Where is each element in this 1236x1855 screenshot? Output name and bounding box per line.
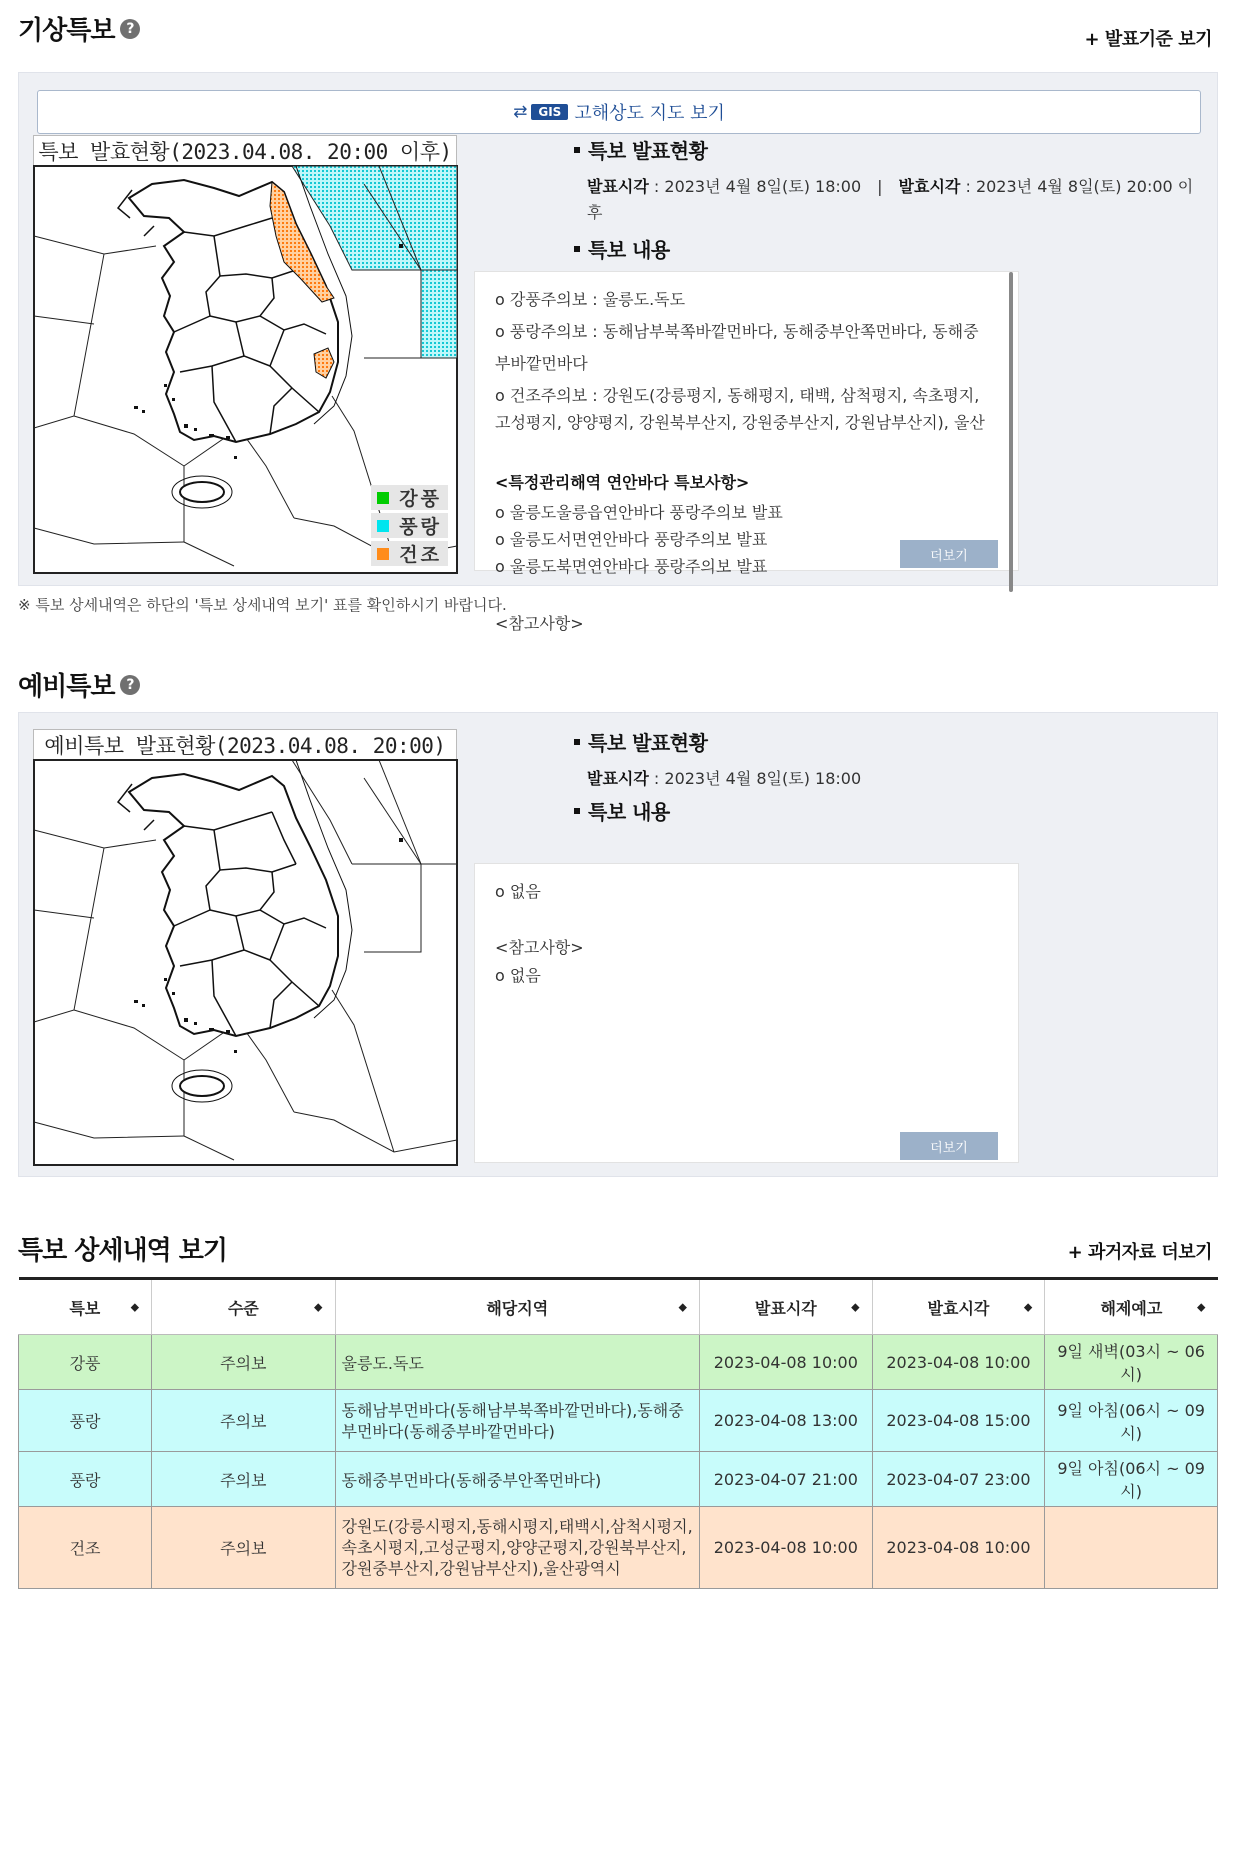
sort-icon[interactable]: ◆: [314, 1300, 323, 1314]
warning-section-title: [18, 10, 140, 47]
preliminary-map-graphic: [34, 760, 458, 1166]
content-line: o 풍랑주의보 : 동해남부북쪽바깥먼바다, 동해중부안쪽먼바다, 동해중부바깥먼바다: [495, 322, 979, 373]
warning-info: [574, 135, 1199, 263]
cell-area: 동해중부먼바다(동해중부안쪽먼바다): [335, 1452, 699, 1507]
content-heading: 특보 내용: [574, 796, 1199, 825]
col-header-release[interactable]: [1045, 1279, 1218, 1335]
col-header-area[interactable]: [335, 1279, 699, 1335]
sort-icon[interactable]: ◆: [1197, 1300, 1206, 1314]
sea-zone-east-mid: [421, 270, 457, 358]
issue-value: : 2023년 4월 8일(토) 18:00: [648, 769, 862, 788]
more-button[interactable]: 더보기: [900, 1132, 998, 1160]
content-line: o 울릉도울릉읍연안바다 풍랑주의보 발표: [495, 503, 783, 522]
preliminary-content-box[interactable]: [474, 863, 1019, 1163]
legend-swatch-waves: [377, 520, 389, 532]
issue-label: 발표시각: [587, 177, 649, 196]
cell-area: 동해남부먼바다(동해남부북쪽바깥먼바다),동해중부먼바다(동해중부바깥먼바다): [335, 1390, 699, 1452]
content-line: o 없음: [495, 966, 541, 985]
content-line: o 강풍주의보 : 울릉도.독도: [495, 290, 686, 309]
col-header-issued[interactable]: [700, 1279, 873, 1335]
cell-level: 주의보: [152, 1335, 335, 1390]
content-line: o 울릉도북면연안바다 풍랑주의보 발표: [495, 557, 768, 576]
col-header-label: 해제예고: [1100, 1298, 1163, 1318]
content-scrollbar[interactable]: [1009, 272, 1013, 592]
cell-release: 9일 아침(06시 ~ 09시): [1045, 1390, 1218, 1452]
preliminary-info: [574, 727, 1199, 825]
detail-table: [18, 1277, 1218, 1589]
col-header-label: 수준: [227, 1298, 259, 1318]
content-blank: [495, 908, 992, 936]
content-heading: 특보 내용: [574, 234, 1199, 263]
criteria-link[interactable]: + 발표기준 보기: [1084, 29, 1212, 50]
jeju-island: [180, 1076, 224, 1096]
cell-release: 9일 새벽(03시 ~ 06시): [1045, 1335, 1218, 1390]
cell-level: 주의보: [152, 1390, 335, 1452]
past-data-link[interactable]: + 과거자료 더보기: [1067, 1242, 1212, 1263]
issue-label: 발표시각: [587, 769, 649, 788]
legend-swatch-gale: [377, 492, 389, 504]
cell-issued: 2023-04-08 13:00: [700, 1390, 873, 1452]
preliminary-map[interactable]: [33, 729, 457, 1165]
help-icon[interactable]: ?: [120, 19, 140, 39]
table-header-row: [19, 1279, 1218, 1335]
table-row: [19, 1452, 1218, 1507]
swap-icon: ⇄: [513, 102, 528, 122]
status-heading: 특보 발표현황: [574, 727, 1199, 756]
cell-type: 강풍: [19, 1335, 152, 1390]
warning-content-box[interactable]: [474, 271, 1019, 633]
table-row: [19, 1335, 1218, 1390]
gis-label: 고해상도 지도 보기: [574, 103, 725, 124]
effect-label: 발효시각: [898, 177, 961, 196]
cell-type: 풍랑: [19, 1390, 152, 1452]
legend-item-waves: [371, 513, 448, 538]
map-legend: [371, 485, 448, 566]
cell-area: 울릉도.독도: [335, 1335, 699, 1390]
gis-badge: GIS: [531, 104, 568, 120]
map-title: 예비특보 발표현황(2023.04.08. 20:00): [44, 734, 446, 758]
legend-item-dry: [371, 541, 448, 566]
col-header-level[interactable]: [152, 1279, 335, 1335]
col-header-label: 특보: [69, 1298, 101, 1318]
legend-label-gale: 강풍: [399, 488, 442, 510]
status-heading: 특보 발표현황: [574, 135, 1199, 164]
sort-icon[interactable]: ◆: [1023, 1300, 1033, 1314]
cell-level: 주의보: [152, 1452, 335, 1507]
sort-icon[interactable]: ◆: [130, 1300, 140, 1314]
map-title: 특보 발효현황(2023.04.08. 20:00 이후): [38, 140, 452, 164]
issue-value: : 2023년 4월 8일(토) 18:00: [648, 177, 862, 196]
cell-issued: 2023-04-08 10:00: [700, 1507, 873, 1589]
col-header-label: 해당지역: [486, 1298, 549, 1318]
issue-times: [587, 766, 1199, 792]
content-line: <참고사항>: [495, 614, 584, 633]
content-blank: [495, 436, 992, 464]
cell-type: 풍랑: [19, 1452, 152, 1507]
effect-value: : 2023년 4월 8일(토) 20:00 이후: [587, 177, 1194, 222]
warning-content-text: [495, 284, 992, 640]
cell-release: 9일 아침(06시 ~ 09시): [1045, 1452, 1218, 1507]
time-separator: |: [877, 177, 883, 196]
preliminary-section-title: [18, 666, 140, 703]
content-blank: [495, 580, 992, 608]
legend-label-dry: 건조: [399, 544, 442, 566]
issue-times: [587, 174, 1199, 226]
cell-issued: 2023-04-08 10:00: [700, 1335, 873, 1390]
content-line: o 울릉도서면연안바다 풍랑주의보 발표: [495, 530, 768, 549]
cell-effective: 2023-04-07 23:00: [872, 1452, 1045, 1507]
help-icon[interactable]: ?: [120, 675, 140, 695]
preliminary-panel: [18, 712, 1218, 1177]
cell-type: 건조: [19, 1507, 152, 1589]
legend-swatch-dry: [377, 548, 389, 560]
cell-effective: 2023-04-08 10:00: [872, 1335, 1045, 1390]
col-header-effective[interactable]: [872, 1279, 1045, 1335]
content-line: o 건조주의보 : 강원도(강릉평지, 동해평지, 태백, 삼척평지, 속초평지, 고성평지, 양양평지, 강원북부산지, 강원중부산지, 강원남부산지), 울산: [495, 386, 985, 432]
warning-title-text: 기상특보: [18, 16, 115, 46]
sort-icon[interactable]: ◆: [678, 1300, 687, 1314]
preliminary-content-text: [495, 876, 992, 992]
content-line: <참고사항>: [495, 938, 584, 957]
more-button[interactable]: 더보기: [900, 540, 998, 568]
jeju-island: [180, 482, 224, 502]
sort-icon[interactable]: ◆: [851, 1300, 860, 1314]
detail-note: ※ 특보 상세내역은 하단의 '특보 상세내역 보기' 표를 확인하시기 바랍니다.: [18, 596, 507, 614]
warning-map[interactable]: [33, 135, 457, 573]
col-header-label: 발효시각: [927, 1298, 990, 1318]
cell-area: 강원도(강릉시평지,동해시평지,태백시,삼척시평지,속초시평지,고성군평지,양양군평지,강원북부산지,강원중부산지,강원남부산지),울산광역시: [335, 1507, 699, 1589]
content-line: <특정관리해역 연안바다 특보사항>: [495, 473, 750, 492]
preliminary-title-text: 예비특보: [18, 672, 115, 702]
content-line: o 없음: [495, 882, 541, 901]
cell-effective: 2023-04-08 10:00: [872, 1507, 1045, 1589]
table-row: [19, 1507, 1218, 1589]
legend-label-waves: 풍랑: [399, 516, 442, 538]
cell-effective: 2023-04-08 15:00: [872, 1390, 1045, 1452]
gis-map-button[interactable]: [37, 90, 1201, 134]
col-header-type[interactable]: [19, 1279, 152, 1335]
cell-release: [1045, 1507, 1218, 1589]
detail-section-title: 특보 상세내역 보기: [18, 1236, 228, 1266]
col-header-label: 발표시각: [754, 1298, 817, 1318]
cell-level: 주의보: [152, 1507, 335, 1589]
legend-item-gale: [371, 485, 448, 510]
cell-issued: 2023-04-07 21:00: [700, 1452, 873, 1507]
table-row: [19, 1390, 1218, 1452]
